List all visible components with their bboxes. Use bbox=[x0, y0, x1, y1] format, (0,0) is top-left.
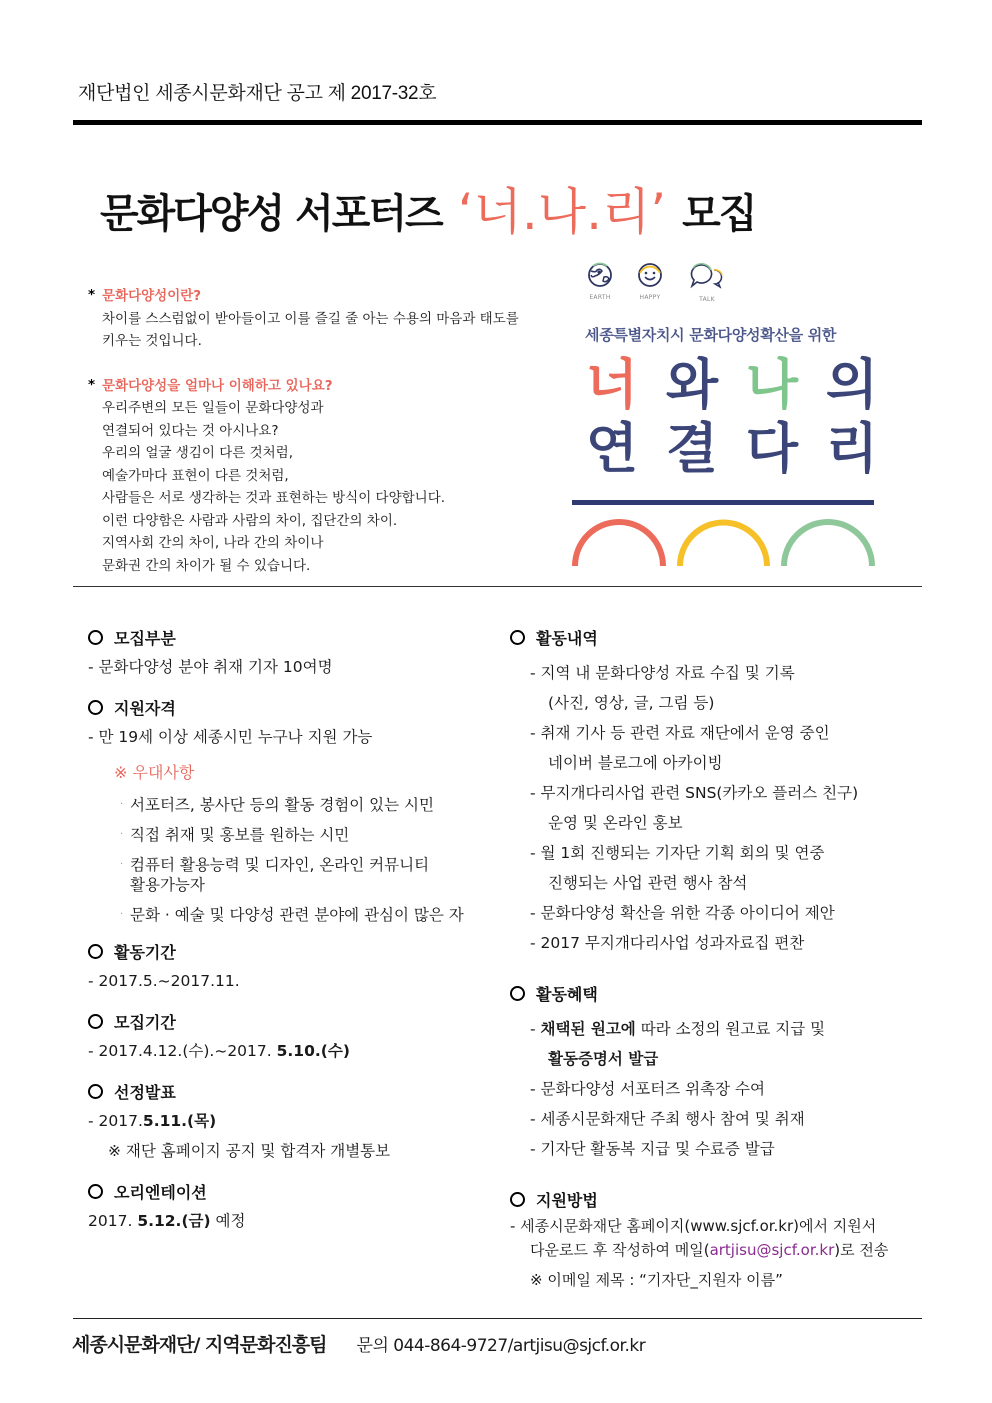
section-orientation bbox=[88, 1176, 498, 1206]
poster-char: 너 bbox=[585, 353, 639, 416]
earth-icon bbox=[580, 262, 620, 301]
preference-heading: ※ 우대사항 bbox=[114, 763, 195, 782]
intro-answer-2-line: 예술가마다 표현이 다른 것처럼, bbox=[102, 467, 289, 484]
section-recruit-field bbox=[88, 622, 498, 652]
intro-answer-2-line: 우리의 얼굴 생김이 다른 것처럼, bbox=[102, 445, 293, 461]
section-title: 활동내역 bbox=[536, 628, 598, 648]
section-benefits bbox=[510, 978, 920, 1008]
intro-question-2: * 문화다양성을 얼마나 이해하고 있나요? bbox=[88, 375, 538, 398]
section-how-to-apply bbox=[510, 1184, 920, 1214]
circle-bullet-icon bbox=[88, 1014, 103, 1029]
activity-item-continued: 네이버 블로그에 아카이빙 bbox=[548, 754, 723, 772]
poster-char: 의 bbox=[825, 353, 879, 416]
footer-contact: 문의 044-864-9727/artjisu@sjcf.or.kr bbox=[356, 1336, 646, 1356]
preference-item-continued: 활용가능자 bbox=[130, 876, 205, 894]
recruit-field-line: - 문화다양성 분야 취재 기자 10여명 bbox=[88, 658, 333, 676]
section-divider bbox=[73, 586, 922, 587]
section-recruit-period bbox=[88, 1006, 498, 1036]
section-title: 지원방법 bbox=[536, 1190, 598, 1210]
announcement-date: - 2017.5.11.(목) bbox=[88, 1112, 217, 1130]
talk-icon bbox=[684, 262, 730, 303]
poster-char: 다 bbox=[745, 417, 799, 480]
circle-bullet-icon bbox=[88, 1084, 103, 1099]
circle-bullet-icon bbox=[510, 986, 525, 1001]
talk-icon-label: TALK bbox=[699, 296, 715, 303]
intro-answer-2-line: 우리주변의 모든 일들이 문화다양성과 bbox=[102, 400, 324, 416]
poster-char: 결 bbox=[665, 417, 719, 480]
intro-answer-1-line-1: 차이를 스스럼없이 받아들이고 이를 즐길 줄 아는 수용의 마음과 태도를 bbox=[102, 310, 519, 327]
bridge-arcs-icon bbox=[570, 516, 890, 570]
footer-divider bbox=[73, 1318, 922, 1319]
section-title: 활동기간 bbox=[114, 942, 176, 962]
intro-answer-2-line: 연결되어 있다는 것 아시나요? bbox=[102, 422, 279, 439]
orientation-date: 2017. 5.12.(금) 예정 bbox=[88, 1212, 246, 1230]
circle-bullet-icon bbox=[88, 944, 103, 959]
poster-char: 리 bbox=[825, 417, 879, 480]
benefit-item-continued: 활동증명서 발급 bbox=[548, 1050, 659, 1068]
activity-item: - 2017 무지개다리사업 성과자료집 편찬 bbox=[530, 934, 805, 952]
apply-line-1: - 세종시문화재단 홈페이지(www.sjcf.or.kr)에서 지원서 bbox=[510, 1217, 877, 1235]
intro-section bbox=[88, 285, 538, 577]
section-activity-period bbox=[88, 936, 498, 966]
activity-item-continued: (사진, 영상, 글, 그림 등) bbox=[548, 694, 715, 712]
section-title: 지원자격 bbox=[114, 698, 176, 718]
section-activities bbox=[510, 622, 920, 652]
poster-headline-row-2 bbox=[582, 417, 882, 480]
intro-answer-2-line: 지역사회 간의 차이, 나라 간의 차이나 bbox=[102, 535, 324, 551]
benefit-item: - 채택된 원고에 따라 소정의 원고료 지급 및 bbox=[530, 1020, 826, 1038]
apply-email-subject-note: ※ 이메일 제목 : “기자단_지원자 이름” bbox=[530, 1271, 783, 1289]
poster-char: 와 bbox=[665, 353, 719, 416]
intro-answer-2-line: 이런 다양함은 사람과 사람의 차이, 집단간의 차이. bbox=[102, 512, 398, 529]
intro-answer-2-line: 문화권 간의 차이가 될 수 있습니다. bbox=[102, 557, 311, 574]
activity-item-continued: 운영 및 온라인 홍보 bbox=[548, 814, 683, 832]
title-suffix: 모집 bbox=[682, 191, 756, 237]
activity-item: - 취재 기사 등 관련 자료 재단에서 운영 중인 bbox=[530, 724, 830, 742]
preference-item: · 컴퓨터 활용능력 및 디자인, 온라인 커뮤니티 bbox=[120, 856, 430, 874]
title-prefix: 문화다양성 서포터즈 bbox=[100, 191, 442, 237]
happy-icon bbox=[630, 262, 670, 301]
footer bbox=[72, 1330, 645, 1357]
preference-item: · 서포터즈, 봉사단 등의 활동 경험이 있는 시민 bbox=[120, 796, 435, 814]
poster-subtitle: 세종특별자치시 문화다양성확산을 위한 bbox=[585, 326, 837, 344]
top-divider bbox=[73, 120, 922, 125]
circle-bullet-icon bbox=[88, 630, 103, 645]
activity-item: - 무지개다리사업 관련 SNS(카카오 플러스 친구) bbox=[530, 784, 859, 802]
apply-line-2: 다운로드 후 작성하여 메일(artjisu@sjcf.or.kr)로 전송 bbox=[530, 1241, 889, 1259]
section-announcement bbox=[88, 1076, 498, 1106]
circle-bullet-icon bbox=[510, 630, 525, 645]
earth-icon-label: EARTH bbox=[589, 294, 611, 301]
section-title: 모집기간 bbox=[114, 1012, 176, 1032]
activity-item: - 월 1회 진행되는 기자단 기획 회의 및 연중 bbox=[530, 844, 825, 862]
activity-item: - 지역 내 문화다양성 자료 수집 및 기록 bbox=[530, 664, 795, 682]
intro-answer-1-line-2: 키우는 것입니다. bbox=[102, 333, 202, 349]
section-title: 선정발표 bbox=[114, 1082, 176, 1102]
benefit-item: - 기자단 활동복 지급 및 수료증 발급 bbox=[530, 1140, 775, 1158]
benefit-item: - 문화다양성 서포터즈 위촉장 수여 bbox=[530, 1080, 765, 1098]
recruit-period-value: - 2017.4.12.(수).~2017. 5.10.(수) bbox=[88, 1042, 350, 1060]
preference-item: · 문화 · 예술 및 다양성 관련 분야에 관심이 많은 자 bbox=[120, 906, 464, 924]
title-program-name: ‘너.나.리’ bbox=[457, 183, 667, 241]
activity-item-continued: 진행되는 사업 관련 행사 참석 bbox=[548, 874, 748, 892]
circle-bullet-icon bbox=[88, 700, 103, 715]
benefit-item: - 세종시문화재단 주최 행사 참여 및 취재 bbox=[530, 1110, 805, 1128]
eligibility-line: - 만 19세 이상 세종시민 누구나 지원 가능 bbox=[88, 728, 373, 746]
circle-bullet-icon bbox=[510, 1192, 525, 1207]
bridge-deck-line bbox=[572, 500, 874, 505]
footer-organization: 세종시문화재단/ 지역문화진흥팀 bbox=[72, 1334, 327, 1356]
section-eligibility bbox=[88, 692, 498, 722]
preference-item: · 직접 취재 및 홍보를 원하는 시민 bbox=[120, 826, 350, 844]
intro-answer-2-line: 사람들은 서로 생각하는 것과 표현하는 방식이 다양합니다. bbox=[102, 490, 446, 506]
poster-headline-row-1 bbox=[582, 353, 882, 416]
intro-question-1: * 문화다양성이란? bbox=[88, 285, 538, 308]
section-title: 활동혜택 bbox=[536, 984, 598, 1004]
apply-email-link[interactable]: artjisu@sjcf.or.kr bbox=[709, 1241, 835, 1259]
activity-period-value: - 2017.5.~2017.11. bbox=[88, 972, 240, 990]
circle-bullet-icon bbox=[88, 1184, 103, 1199]
section-title: 모집부분 bbox=[114, 628, 176, 648]
happy-icon-label: HAPPY bbox=[639, 294, 661, 301]
notice-number: 재단법인 세종시문화재단 공고 제 2017-32호 bbox=[78, 83, 437, 104]
poster-char: 연 bbox=[585, 417, 639, 480]
announcement-note: ※ 재단 홈페이지 공지 및 합격자 개별통보 bbox=[108, 1142, 391, 1160]
section-title: 오리엔테이션 bbox=[114, 1182, 207, 1202]
details-left-column bbox=[88, 622, 498, 1236]
details-right-column bbox=[510, 622, 920, 1292]
page-title bbox=[100, 170, 755, 242]
poster-char: 나 bbox=[745, 353, 799, 416]
program-poster bbox=[560, 258, 900, 578]
activity-item: - 문화다양성 확산을 위한 각종 아이디어 제안 bbox=[530, 904, 835, 922]
poster-icons bbox=[580, 262, 740, 312]
